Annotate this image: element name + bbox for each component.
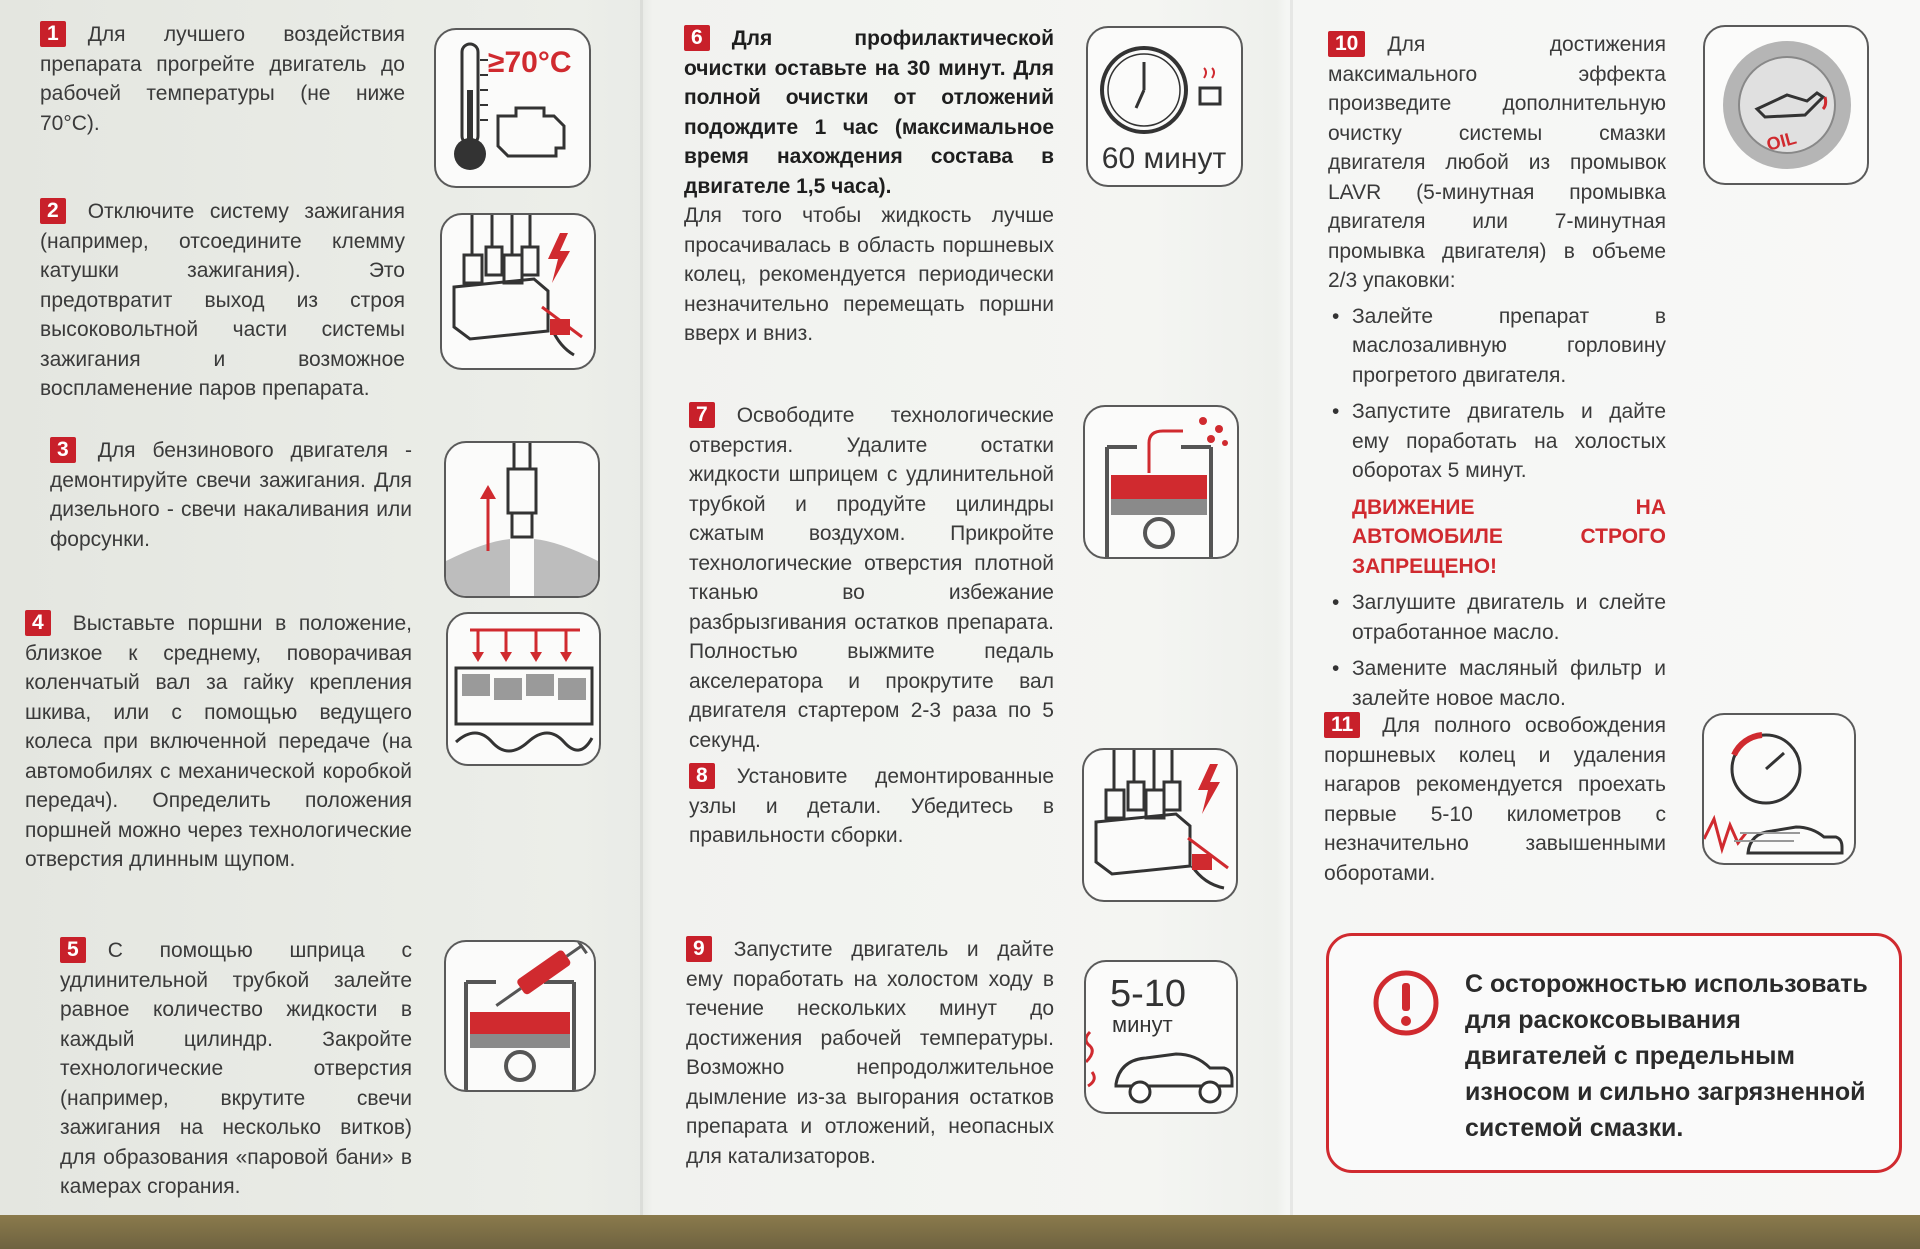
step-text: Освободите технологические отверстия. Удалите остатки жидкости шприцем с удлинительной трубкой и продуйте цилиндры сжатым воздухом. Прикройте технологические отверстия плотной тканью во избежание разбрызгивания остатков препарата. Полностью выжмите педаль акселератора и прокрутите вал двигателя стартером 2-3 раза по 5 секунд. (689, 404, 1054, 752)
spark-plug-icon (444, 441, 600, 598)
step-text: Для полного освобождения поршневых колец и удаления нагаров рекомендуется проехать первые 5-10 километров с незначительно завышенными оборотами. (1324, 714, 1666, 885)
step-number: 10 (1328, 31, 1365, 57)
clock-icon (1086, 26, 1243, 187)
thermometer-engine-icon (434, 28, 591, 188)
oil-label: OIL (1764, 127, 1799, 155)
driving-prohibited-warning: ДВИЖЕНИЕ НА АВТОМОБИЛЕ СТРОГО ЗАПРЕЩЕНО! (1352, 495, 1666, 578)
temperature-label: ≥70°C (488, 46, 572, 79)
step-4 (25, 609, 412, 875)
list-item: • Заглушите двигатель и слейте отработанное масло. (1328, 588, 1666, 647)
step-number: 2 (40, 198, 66, 224)
step-number: 3 (50, 437, 76, 463)
step-number: 7 (689, 402, 715, 428)
list-item: • Залейте препарат в маслозаливную горловину прогретого двигателя. (1328, 302, 1666, 391)
step-6 (684, 24, 1054, 349)
step-text: Для лучшего воздействия препарата прогрейте двигатель до рабочей температуры (не ниже 70°С). (40, 23, 405, 135)
tachometer-car-icon (1702, 713, 1856, 865)
idle-car-icon (1084, 960, 1238, 1114)
step-text: С помощью шприца с удлинительной трубкой залейте равное количество жидкости в каждый цилиндр. Закройте технологические отверстия (например, вкрутите свечи зажигания на несколько витков) для образования «паровой бани» в камерах сгорания. (60, 939, 412, 1198)
step-number: 9 (686, 936, 712, 962)
duration-label: 60 минут (1101, 142, 1227, 175)
list-item: • Замените масляный фильтр и залейте новое масло. (1328, 654, 1666, 713)
step-bold-text: Для профилактической очистки оставьте на 30 минут. Для полной очистки от отложений подождите 1 час (максимальное время нахождения состава в двигателе 1,5 часа). (684, 27, 1054, 198)
step-1 (40, 20, 405, 138)
step-7 (689, 401, 1054, 755)
step-2 (40, 197, 405, 404)
step-number: 11 (1324, 712, 1360, 738)
syringe-cylinder-icon (444, 940, 596, 1092)
step-number: 8 (689, 763, 715, 789)
ignition-coil-connect-icon (1082, 748, 1238, 902)
caution-box (1326, 933, 1902, 1173)
caution-text: С осторожностью использовать для раскоксовывания двигателей с предельным износом и сильно загрязненной системой смазки. (1465, 970, 1868, 1142)
pistons-icon (446, 612, 601, 766)
step-5 (60, 936, 412, 1202)
table-surface (0, 1215, 1920, 1249)
step-number: 1 (40, 21, 66, 47)
step-text: Для достижения максимального эффекта произведите дополнительную очистку системы смазки двигателя любой из промывок LAVR (5-минутная промывка двигателя или 7-минутная промывка двигателя) в объеме 2/3 упаковки: (1328, 33, 1666, 292)
fold-line (1290, 0, 1293, 1249)
step-number: 4 (25, 610, 51, 636)
oil-cap-icon (1703, 25, 1869, 185)
list-item: • Запустите двигатель и дайте ему поработать на холостых оборотах 5 минут. (1328, 397, 1666, 486)
step-10 (1328, 30, 1666, 720)
step-text: Для бензинового двигателя - демонтируйте свечи зажигания. Для дизельного - свечи накаливания или форсунки. (50, 439, 412, 551)
step-3 (50, 436, 412, 554)
bullet-list (1328, 302, 1666, 486)
bullet-list (1328, 588, 1666, 713)
ignition-coil-icon (440, 213, 596, 370)
minutes-label: минут (1112, 1012, 1173, 1037)
minutes-range-label: 5-10 (1110, 973, 1187, 1015)
step-text: Отключите систему зажигания (например, отсоедините клемму катушки зажигания). Это предотвратит выход из строя высоковольтной части системы зажигания и возможное воспламенение паров препарата. (40, 200, 405, 400)
step-number: 5 (60, 937, 86, 963)
step-text: Выставьте поршни в положение, близкое к среднему, поворачивая коленчатый вал за гайку крепления шкива, или с помощью ведущего колеса при включенной передаче (на автомобилях с механической коробкой передач). Определить положения поршней можно через технологические отверстия длинным щупом. (25, 612, 412, 871)
step-11 (1324, 711, 1666, 888)
step-9 (686, 935, 1054, 1171)
exclamation-icon (1371, 968, 1441, 1038)
step-number: 6 (684, 25, 710, 51)
fold-line (640, 0, 643, 1249)
cylinder-blow-icon (1083, 405, 1239, 559)
step-text: Установите демонтированные узлы и детали. Убедитесь в правильности сборки. (689, 765, 1054, 847)
step-8 (689, 762, 1054, 851)
step-text: Запустите двигатель и дайте ему поработать на холостом ходу в течение нескольких минут до достижения рабочей температуры. Возможно непродолжительное дымление из-за выгорания остатков препарата и отложений, неопасных для катализаторов. (686, 938, 1054, 1168)
step-text: Для того чтобы жидкость лучше просачивалась в область поршневых колец, рекомендуется периодически незначительно перемещать поршни вверх и вниз. (684, 204, 1054, 345)
